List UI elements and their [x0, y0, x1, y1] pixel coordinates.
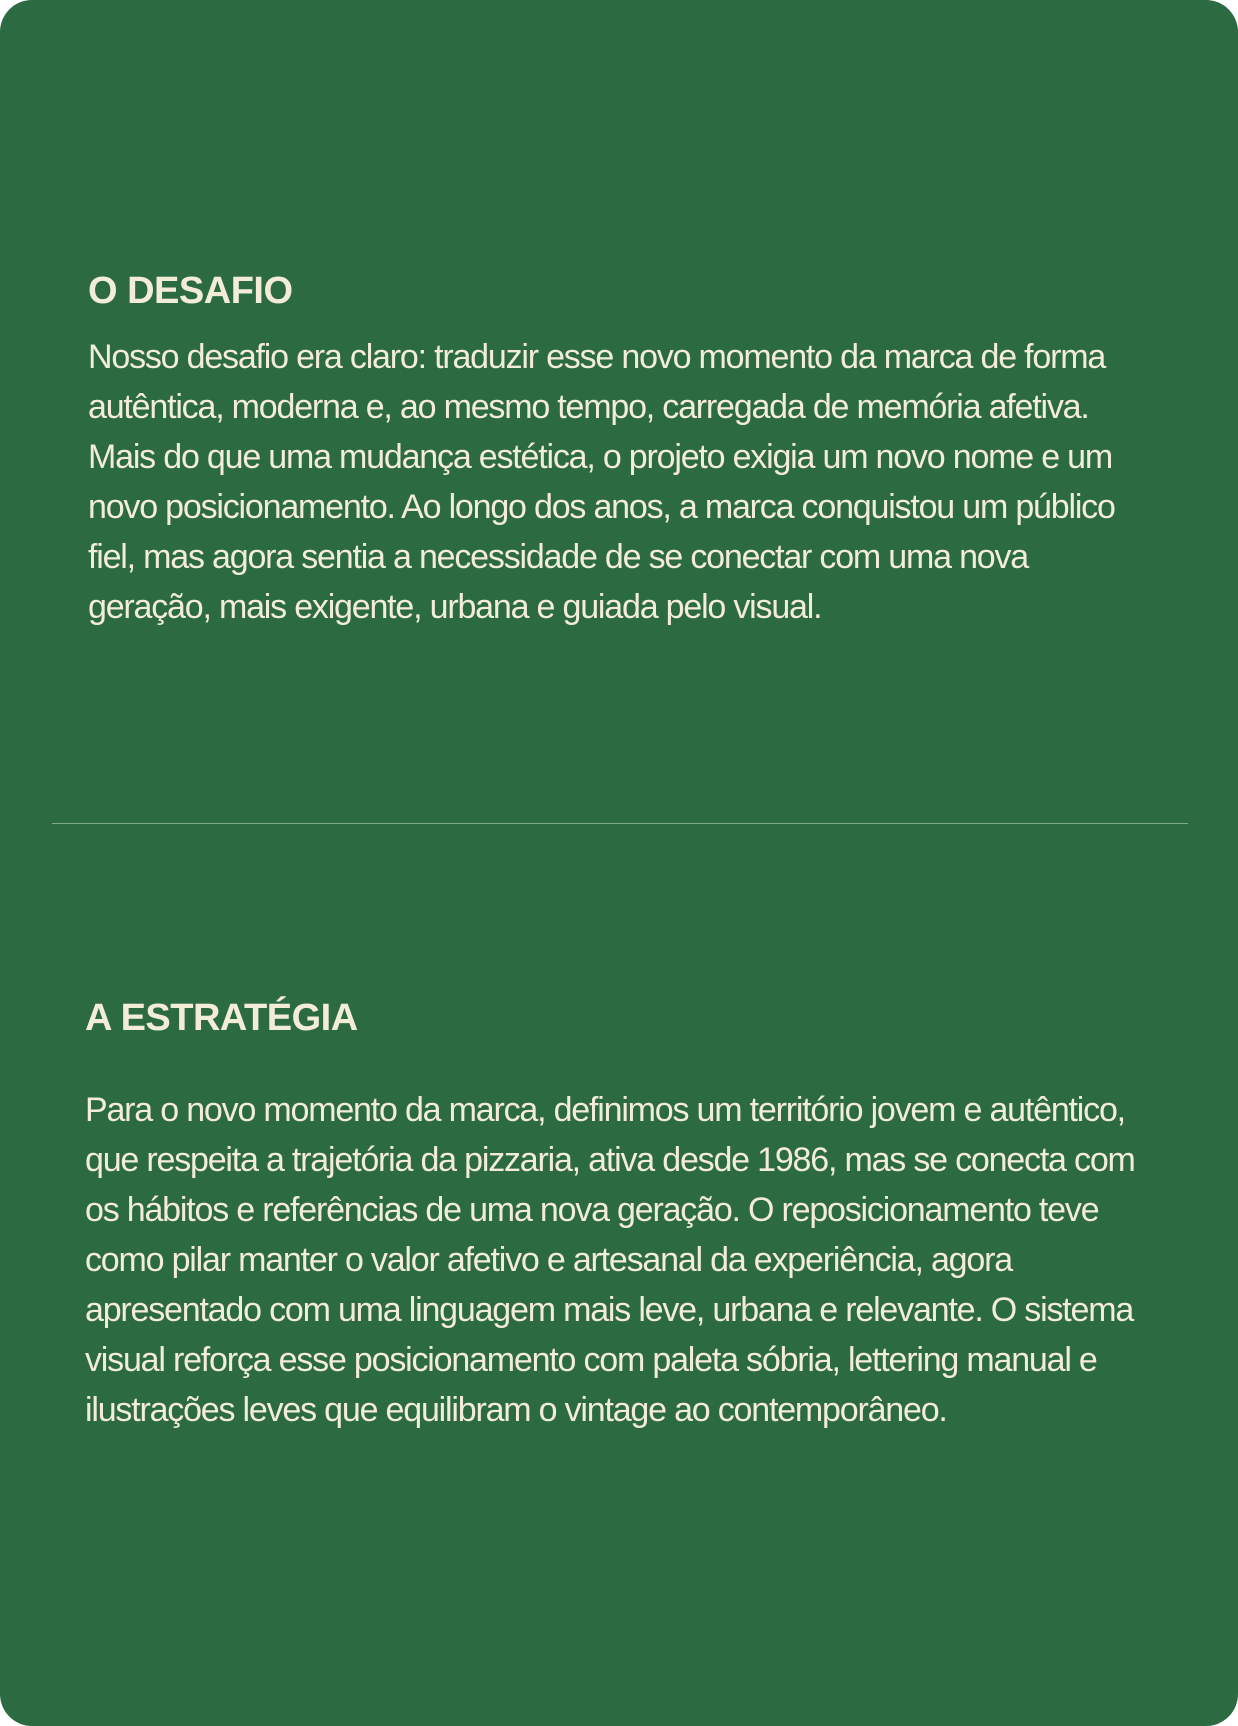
strategy-body: Para o novo momento da marca, definimos um território jovem e autêntico, que respeita a trajetória da pizzaria, ativa desde 1986, mas se conecta com os hábitos e referências de uma nova geração. O reposicionamento teve como pilar manter o valor afetivo e artesanal da experiência, agora apresentado com uma linguagem mais leve, urbana e relevante. O sistema visual reforça esse posicionamento com paleta sóbria, lettering manual e ilustrações leves que equilibram o vintage ao contemporâneo. — [85, 1091, 1135, 1429]
challenge-body: Nosso desafio era claro: traduzir esse novo momento da marca de forma autêntica, moderna e, ao mesmo tempo, carregada de memória afetiva. Mais do que uma mudança estética, o projeto exigia um novo nome e um novo posicionamento. Ao longo dos anos, a marca conquistou um público fiel, mas agora sentia a necessidade de se conectar com uma nova geração, mais exigente, urbana e guiada pelo visual. — [88, 338, 1115, 626]
challenge-section — [88, 268, 1148, 632]
challenge-heading: O DESAFIO — [88, 270, 293, 312]
strategy-section — [85, 995, 1145, 1435]
section-divider — [52, 823, 1188, 824]
strategy-heading: A ESTRATÉGIA — [85, 997, 358, 1039]
